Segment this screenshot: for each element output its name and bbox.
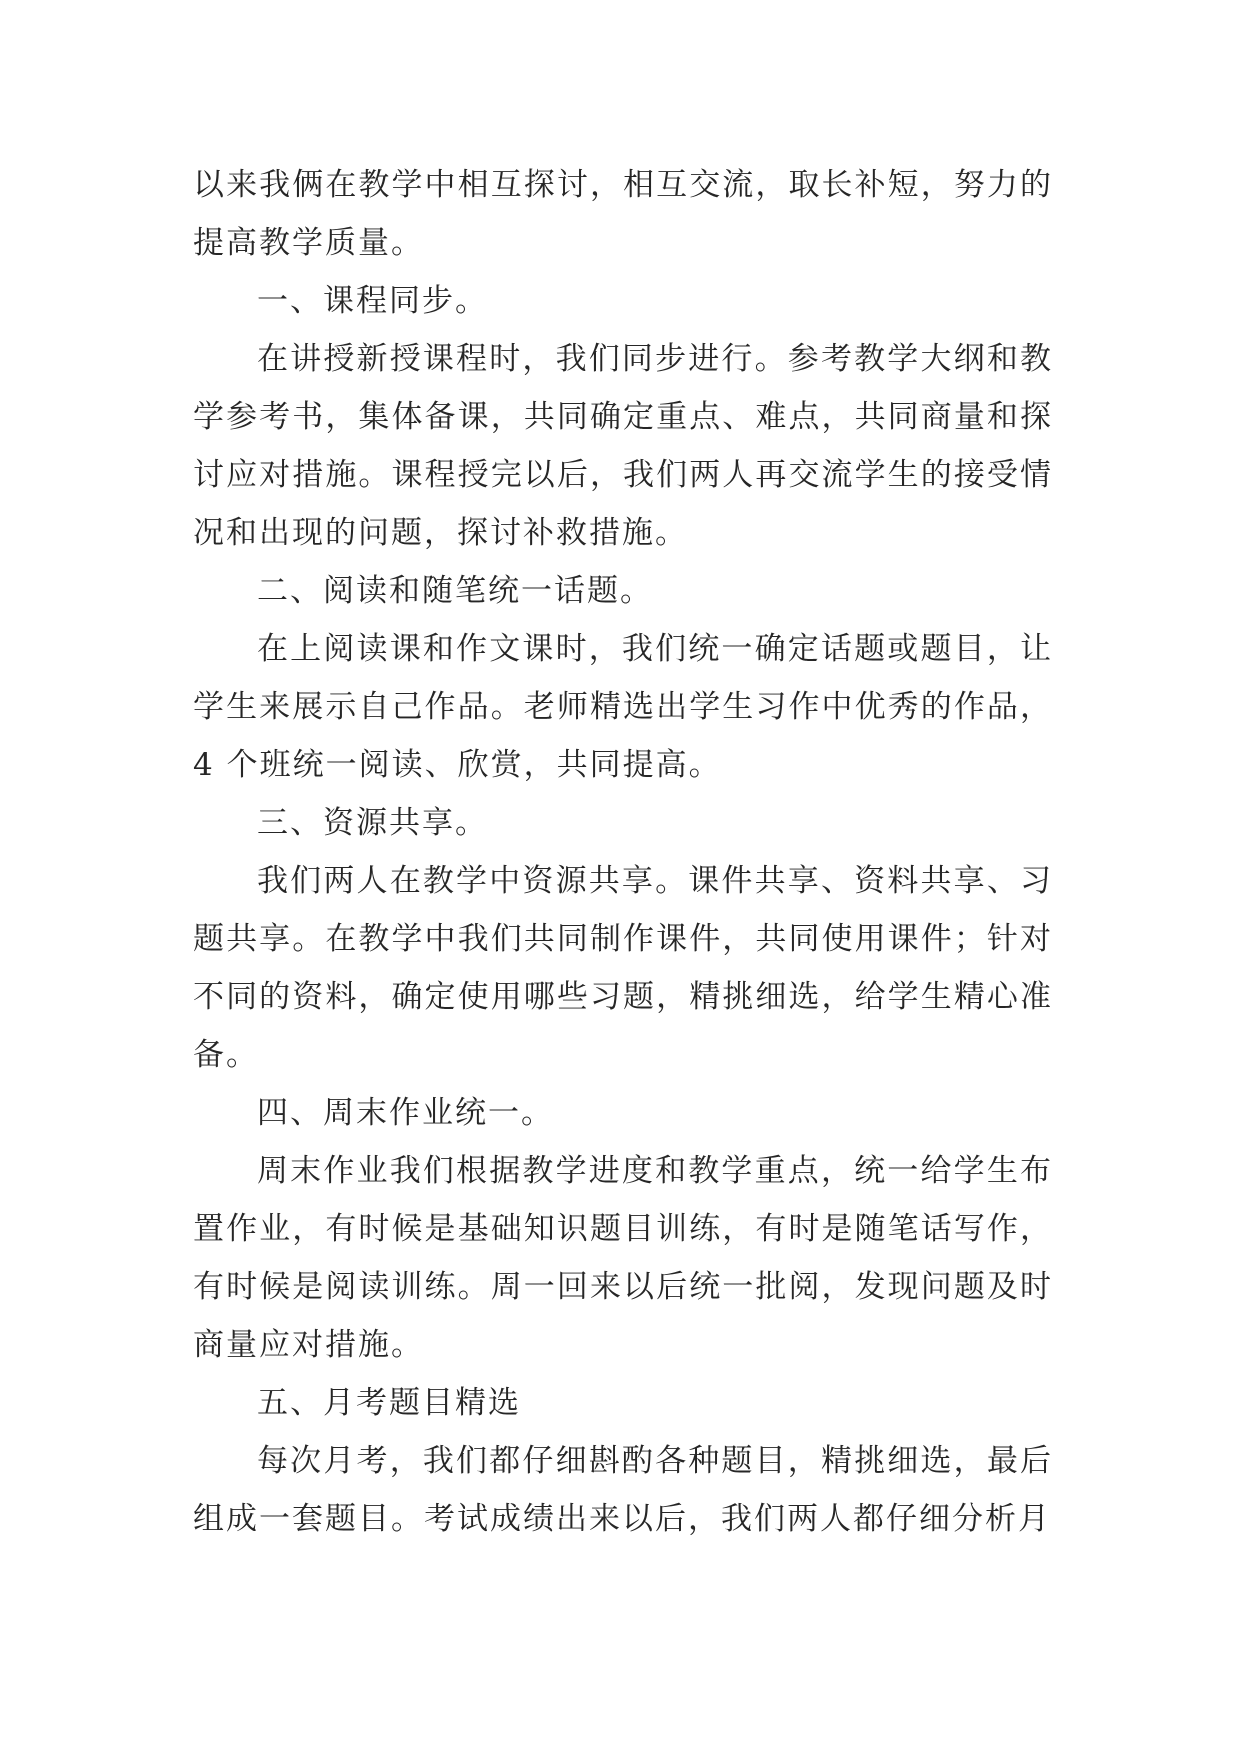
section-heading-1: 一、课程同步。	[257, 283, 488, 319]
paragraph-course-sync: 在讲授新授课程时，我们同步进行。参考教学大纲和教学参考书，集体备课，共同确定重点、难点，共同商量和探讨应对措施。课程授完以后，我们两人再交流学生的接受情况和出现的问题，探讨补救措施。	[193, 341, 1053, 551]
paragraph-continuation: 以来我俩在教学中相互探讨，相互交流，取长补短，努力的提高教学质量。	[193, 167, 1053, 261]
section-heading-5: 五、月考题目精选	[257, 1385, 521, 1421]
section-heading-3: 三、资源共享。	[257, 805, 488, 841]
section-heading-2: 二、阅读和随笔统一话题。	[257, 573, 653, 609]
paragraph-monthly-exam: 每次月考，我们都仔细斟酌各种题目，精挑细选，最后组成一套题目。考试成绩出来以后，我们两人都仔细分析月	[193, 1443, 1053, 1537]
paragraph-reading-topics: 在上阅读课和作文课时，我们统一确定话题或题目，让学生来展示自己作品。老师精选出学生习作中优秀的作品，4 个班统一阅读、欣赏，共同提高。	[193, 631, 1053, 783]
paragraph-weekend-homework: 周末作业我们根据教学进度和教学重点，统一给学生布置作业，有时候是基础知识题目训练，有时是随笔话写作，有时候是阅读训练。周一回来以后统一批阅，发现问题及时商量应对措施。	[193, 1153, 1053, 1363]
document-body	[193, 156, 1053, 1548]
paragraph-resource-sharing: 我们两人在教学中资源共享。课件共享、资料共享、习题共享。在教学中我们共同制作课件，共同使用课件；针对不同的资料，确定使用哪些习题，精挑细选，给学生精心准备。	[193, 863, 1053, 1073]
section-heading-4: 四、周末作业统一。	[257, 1095, 554, 1131]
